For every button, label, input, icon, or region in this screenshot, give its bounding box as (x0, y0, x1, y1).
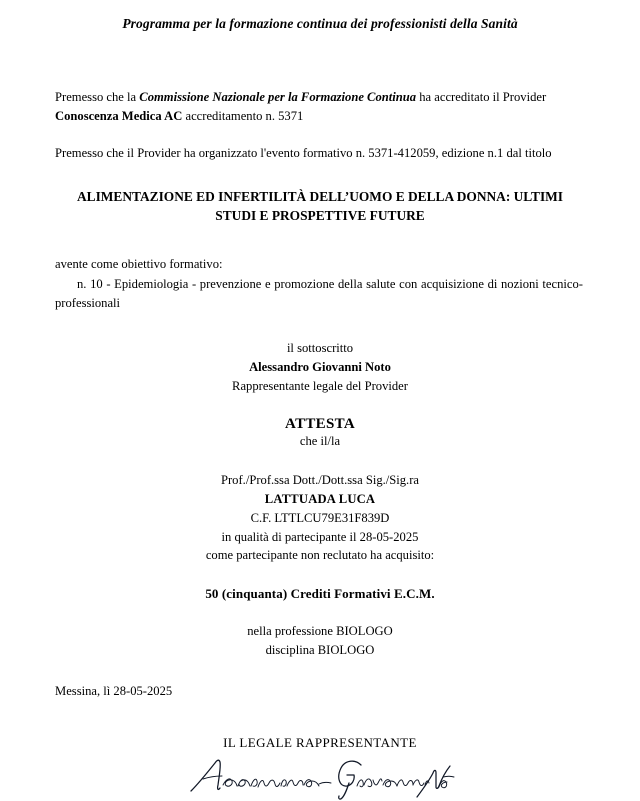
premise-middle-text: ha accreditato il Provider (416, 90, 547, 104)
participant-block (55, 471, 585, 565)
profession-line: nella professione BIOLOGO (247, 624, 393, 639)
signer-role: Rappresentante legale del Provider (232, 378, 408, 393)
signature-area (55, 735, 585, 801)
premise-paragraph-1 (55, 88, 585, 126)
accreditation-number: accreditamento n. 5371 (182, 109, 304, 124)
signer-name: Alessandro Giovanni Noto (249, 360, 391, 375)
participant-fiscal-code: C.F. LTTLCU79E31F839D (250, 510, 390, 525)
participant-recruit-line: come partecipante non reclutato ha acquisito: (205, 548, 435, 563)
signer-intro: il sottoscritto (286, 341, 354, 356)
participant-titles: Prof./Prof.ssa Dott./Dott.ssa Sig./Sig.ra (220, 472, 419, 487)
handwritten-signature-icon (185, 753, 455, 801)
commission-name: Commissione Nazionale per la Formazione Continua (139, 90, 417, 104)
objective-label: avente come obiettivo formativo: (55, 257, 223, 272)
certificate-content (55, 0, 585, 801)
participant-name: LATTUADA LUCA (264, 491, 376, 506)
premise-lead-text: Premesso che la (55, 90, 140, 104)
objective-text: n. 10 - Epidemiologia - prevenzione e promozione della salute con acquisizione di nozioni tecnico-professionali (55, 277, 583, 311)
premise-paragraph-2: Premesso che il Provider ha organizzato l'evento formativo n. 5371-412059, edizione n.1 dal titolo (55, 146, 552, 161)
signature-caption: IL LEGALE RAPPRESENTANTE (223, 735, 417, 751)
signer-block (55, 339, 585, 396)
discipline-line: disciplina BIOLOGO (265, 643, 375, 658)
credits-awarded: 50 (cinquanta) Crediti Formativi E.C.M. (205, 586, 435, 602)
participant-role-line: in qualità di partecipante il 28-05-2025 (221, 529, 419, 544)
attesta-subtitle: che il/la (299, 433, 341, 448)
place-and-date: Messina, lì 28-05-2025 (55, 684, 173, 699)
document-header-title: Programma per la formazione continua dei professionisti della Sanità (122, 16, 518, 31)
profession-block (55, 622, 585, 660)
provider-name: Conoscenza Medica AC (55, 109, 183, 124)
course-title: ALIMENTAZIONE ED INFERTILITÀ DELL’UOMO E DELLA DONNA: ULTIMI STUDI E PROSPETTIVE FUTURE (76, 189, 563, 224)
attesta-heading: ATTESTA (285, 415, 355, 432)
